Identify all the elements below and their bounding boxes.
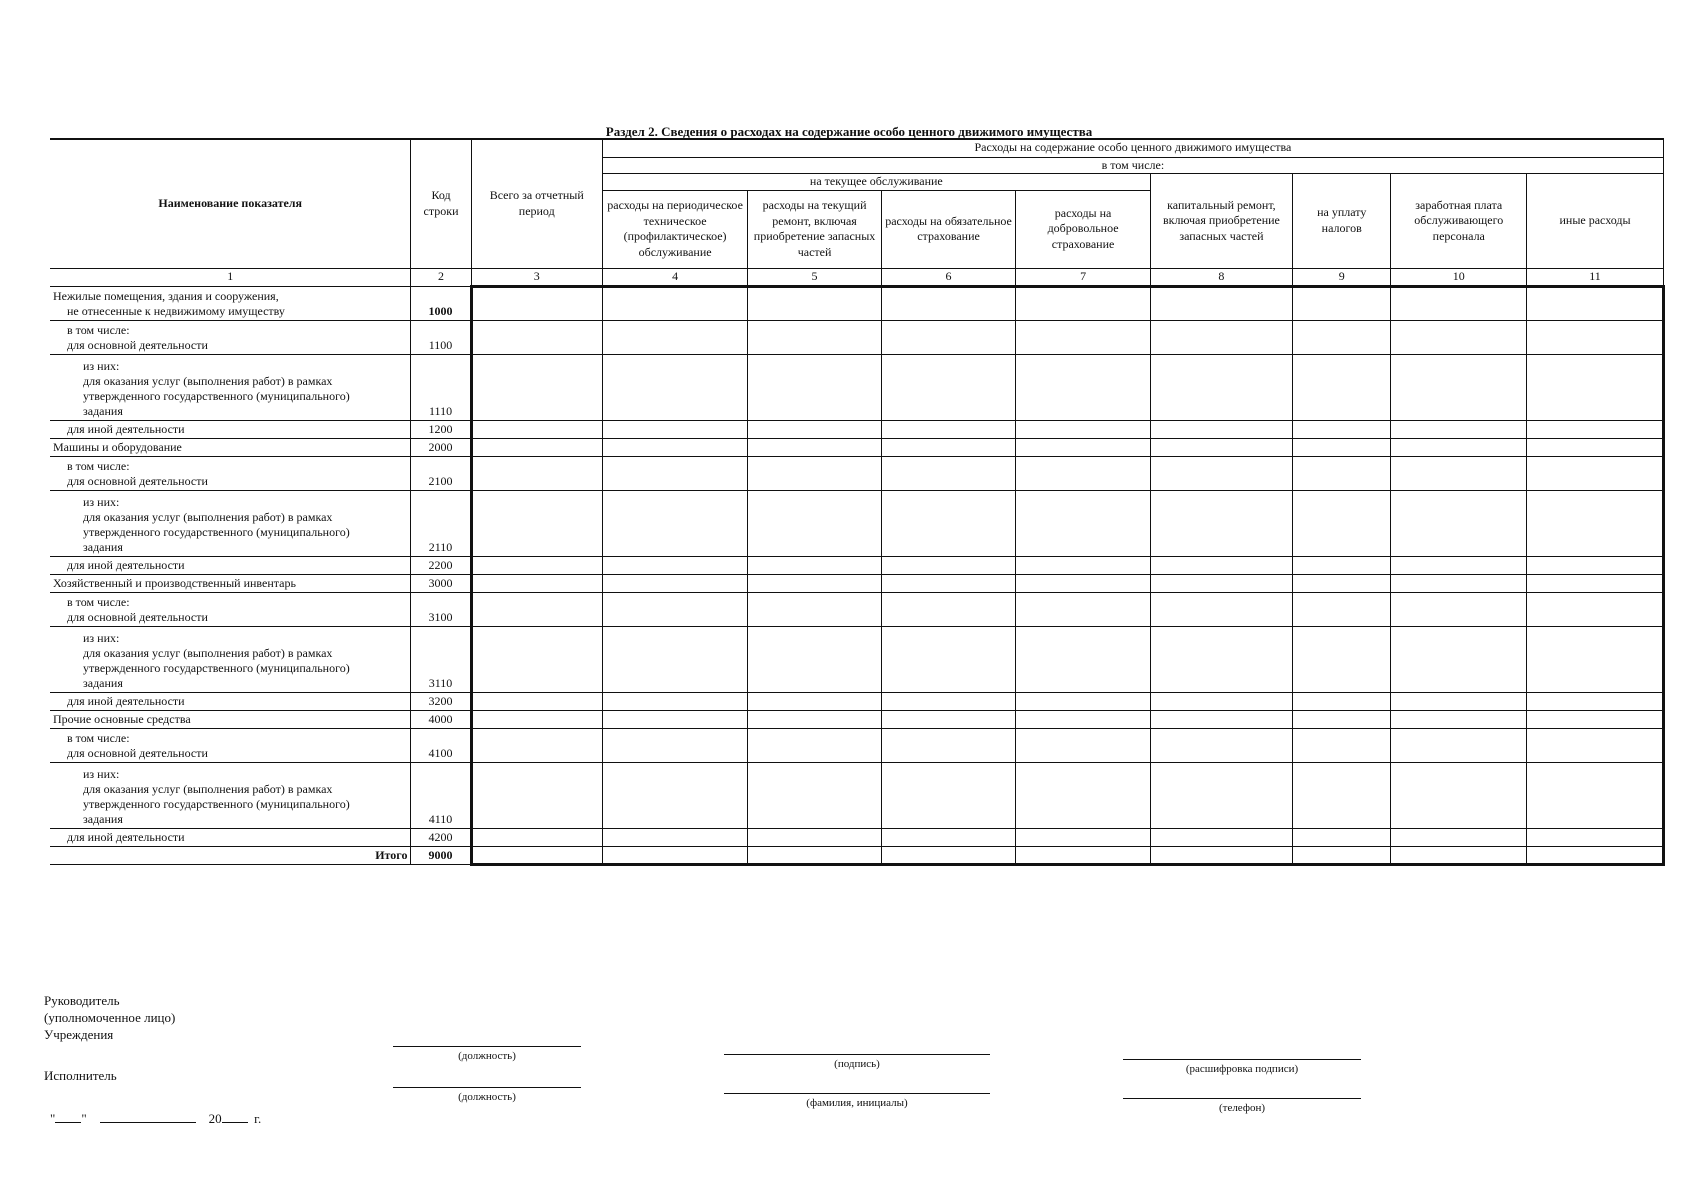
input-cell-col11[interactable]	[1527, 626, 1664, 692]
expenses-table	[50, 138, 1665, 866]
input-cell-col3[interactable]	[471, 828, 602, 846]
input-cell-col5[interactable]	[748, 592, 881, 626]
input-cell-col7[interactable]	[1016, 456, 1151, 490]
header-col4: расходы на периодическое техническое (профилактическое) обслуживание	[602, 190, 747, 268]
input-cell-col9[interactable]	[1293, 556, 1391, 574]
input-cell-col7[interactable]	[1016, 592, 1151, 626]
input-cell-col4[interactable]	[602, 490, 747, 556]
table-row	[50, 456, 1664, 490]
executor-name-caption: (фамилия, инициалы)	[806, 1097, 908, 1109]
input-cell-col6[interactable]	[881, 438, 1016, 456]
row-code: 4110	[411, 762, 471, 828]
input-cell-col5[interactable]	[748, 556, 881, 574]
row-code: 1000	[411, 286, 471, 320]
input-cell-col9[interactable]	[1293, 574, 1391, 592]
input-cell-col6[interactable]	[881, 286, 1016, 320]
input-cell-col11[interactable]	[1527, 420, 1664, 438]
row-label-line: не отнесенные к недвижимому имуществу	[67, 303, 285, 318]
input-cell-col11[interactable]	[1527, 592, 1664, 626]
input-cell-col4[interactable]	[602, 728, 747, 762]
row-label-line: для оказания услуг (выполнения работ) в рамках	[83, 781, 333, 796]
input-cell-col7[interactable]	[1016, 490, 1151, 556]
input-cell-col4[interactable]	[602, 592, 747, 626]
header-total: Всего за отчетный период	[471, 139, 602, 268]
input-cell-col6[interactable]	[881, 320, 1016, 354]
input-cell-col11[interactable]	[1527, 762, 1664, 828]
table-row	[50, 574, 1664, 592]
column-number: 3	[471, 268, 602, 286]
row-label-line: для оказания услуг (выполнения работ) в рамках	[83, 645, 333, 660]
input-cell-col10[interactable]	[1391, 456, 1527, 490]
row-label-line: Хозяйственный и производственный инвентарь	[53, 575, 296, 590]
input-cell-col9[interactable]	[1293, 728, 1391, 762]
column-number: 6	[881, 268, 1016, 286]
row-label-line: утвержденного государственного (муниципального)	[83, 796, 350, 811]
input-cell-col4[interactable]	[602, 286, 747, 320]
header-col5: расходы на текущий ремонт, включая приобретение запасных частей	[748, 190, 881, 268]
input-cell-col5[interactable]	[748, 828, 881, 846]
row-label-line: для основной деятельности	[67, 609, 208, 624]
input-cell-col7[interactable]	[1016, 762, 1151, 828]
row-label	[50, 456, 411, 490]
input-cell-col8[interactable]	[1150, 286, 1292, 320]
input-cell-col7[interactable]	[1016, 354, 1151, 420]
input-cell-col3[interactable]	[471, 626, 602, 692]
row-label-line: задания	[83, 811, 123, 826]
row-label	[50, 692, 411, 710]
row-label-line: Нежилые помещения, здания и сооружения,	[53, 288, 279, 303]
input-cell-col8[interactable]	[1150, 828, 1292, 846]
input-cell-col3[interactable]	[471, 574, 602, 592]
row-label-line: Машины и оборудование	[53, 439, 182, 454]
row-label-line: для оказания услуг (выполнения работ) в рамках	[83, 509, 333, 524]
row-code: 3110	[411, 626, 471, 692]
row-label	[50, 286, 411, 320]
input-cell-col7[interactable]	[1016, 556, 1151, 574]
input-cell-col5[interactable]	[748, 728, 881, 762]
date-day-field[interactable]	[55, 1110, 81, 1123]
row-label	[50, 438, 411, 456]
row-label-line: для основной деятельности	[67, 337, 208, 352]
input-cell-col6[interactable]	[881, 592, 1016, 626]
header-name: Наименование показателя	[50, 139, 411, 268]
executor-position-line[interactable]	[393, 1087, 581, 1088]
row-code: 4000	[411, 710, 471, 728]
input-cell-col8[interactable]	[1150, 692, 1292, 710]
input-cell-col11[interactable]	[1527, 828, 1664, 846]
input-cell-col6[interactable]	[881, 556, 1016, 574]
signature-caption: (подпись)	[834, 1058, 880, 1070]
row-label	[50, 626, 411, 692]
input-cell-col7[interactable]	[1016, 692, 1151, 710]
input-cell-col8[interactable]	[1150, 456, 1292, 490]
input-cell-col3[interactable]	[471, 556, 602, 574]
input-cell-col7[interactable]	[1016, 710, 1151, 728]
row-code: 3100	[411, 592, 471, 626]
executor-position-caption: (должность)	[458, 1091, 516, 1103]
table-row	[50, 762, 1664, 828]
row-label-line: утвержденного государственного (муниципального)	[83, 660, 350, 675]
input-cell-col7[interactable]	[1016, 828, 1151, 846]
section-title: Раздел 2. Сведения о расходах на содержание особо ценного движимого имущества	[605, 124, 1093, 139]
phone-caption: (телефон)	[1218, 1102, 1266, 1114]
column-number: 7	[1016, 268, 1151, 286]
input-cell-col10[interactable]	[1391, 828, 1527, 846]
row-label	[50, 574, 411, 592]
input-cell-col5[interactable]	[748, 354, 881, 420]
input-cell-col6[interactable]	[881, 490, 1016, 556]
table-row	[50, 320, 1664, 354]
date-quote-close: "	[81, 1111, 87, 1126]
input-cell-col5[interactable]	[748, 692, 881, 710]
input-cell-col6[interactable]	[881, 762, 1016, 828]
input-cell-col9[interactable]	[1293, 626, 1391, 692]
input-cell-col3[interactable]	[471, 420, 602, 438]
total-cell-col8[interactable]	[1150, 846, 1292, 864]
input-cell-col9[interactable]	[1293, 354, 1391, 420]
input-cell-col3[interactable]	[471, 592, 602, 626]
input-cell-col8[interactable]	[1150, 438, 1292, 456]
input-cell-col11[interactable]	[1527, 728, 1664, 762]
input-cell-col10[interactable]	[1391, 762, 1527, 828]
row-code: 3200	[411, 692, 471, 710]
row-label-line: для оказания услуг (выполнения работ) в рамках	[83, 373, 333, 388]
input-cell-col3[interactable]	[471, 692, 602, 710]
total-cell-col10[interactable]	[1391, 846, 1527, 864]
date-month-field[interactable]	[100, 1110, 196, 1123]
input-cell-col8[interactable]	[1150, 420, 1292, 438]
row-label-line: для основной деятельности	[67, 745, 208, 760]
column-number: 8	[1150, 268, 1292, 286]
row-code: 2200	[411, 556, 471, 574]
input-cell-col8[interactable]	[1150, 490, 1292, 556]
total-cell-col6[interactable]	[881, 846, 1016, 864]
column-number: 5	[748, 268, 881, 286]
input-cell-col7[interactable]	[1016, 574, 1151, 592]
input-cell-col5[interactable]	[748, 762, 881, 828]
input-cell-col4[interactable]	[602, 762, 747, 828]
input-cell-col10[interactable]	[1391, 710, 1527, 728]
input-cell-col11[interactable]	[1527, 438, 1664, 456]
header-including: в том числе:	[602, 157, 1663, 174]
input-cell-col10[interactable]	[1391, 626, 1527, 692]
input-cell-col11[interactable]	[1527, 574, 1664, 592]
header-col11: иные расходы	[1527, 174, 1664, 269]
row-label	[50, 354, 411, 420]
input-cell-col11[interactable]	[1527, 556, 1664, 574]
input-cell-col6[interactable]	[881, 692, 1016, 710]
input-cell-col9[interactable]	[1293, 420, 1391, 438]
column-number: 10	[1391, 268, 1527, 286]
input-cell-col3[interactable]	[471, 354, 602, 420]
input-cell-col11[interactable]	[1527, 710, 1664, 728]
row-label-line: для иной деятельности	[67, 829, 185, 844]
input-cell-col4[interactable]	[602, 320, 747, 354]
header-col7: расходы на добровольное страхование	[1016, 190, 1151, 268]
input-cell-col6[interactable]	[881, 420, 1016, 438]
input-cell-col6[interactable]	[881, 456, 1016, 490]
date-year-field[interactable]	[222, 1110, 248, 1123]
input-cell-col9[interactable]	[1293, 692, 1391, 710]
row-code: 4200	[411, 828, 471, 846]
row-code: 4100	[411, 728, 471, 762]
row-label	[50, 420, 411, 438]
total-cell-col3[interactable]	[471, 846, 602, 864]
decoding-caption: (расшифровка подписи)	[1185, 1063, 1299, 1075]
phone-line[interactable]	[1123, 1098, 1361, 1099]
table-row	[50, 728, 1664, 762]
row-label-line: для иной деятельности	[67, 557, 185, 572]
total-row	[50, 846, 1664, 864]
row-code: 2000	[411, 438, 471, 456]
row-code: 1200	[411, 420, 471, 438]
input-cell-col11[interactable]	[1527, 456, 1664, 490]
input-cell-col8[interactable]	[1150, 574, 1292, 592]
input-cell-col4[interactable]	[602, 574, 747, 592]
total-cell-col5[interactable]	[748, 846, 881, 864]
input-cell-col11[interactable]	[1527, 692, 1664, 710]
input-cell-col6[interactable]	[881, 728, 1016, 762]
row-label-line: из них:	[83, 494, 120, 509]
table-row	[50, 556, 1664, 574]
input-cell-col8[interactable]	[1150, 320, 1292, 354]
row-label	[50, 762, 411, 828]
input-cell-col10[interactable]	[1391, 420, 1527, 438]
input-cell-col9[interactable]	[1293, 438, 1391, 456]
input-cell-col8[interactable]	[1150, 354, 1292, 420]
input-cell-col9[interactable]	[1293, 828, 1391, 846]
input-cell-col8[interactable]	[1150, 556, 1292, 574]
row-label	[50, 592, 411, 626]
input-cell-col5[interactable]	[748, 438, 881, 456]
table-row	[50, 592, 1664, 626]
table-row	[50, 828, 1664, 846]
row-label-line: задания	[83, 539, 123, 554]
input-cell-col4[interactable]	[602, 692, 747, 710]
header-code: Код строки	[411, 139, 471, 268]
row-label-line: в том числе:	[67, 730, 130, 745]
row-label-line: утвержденного государственного (муниципального)	[83, 524, 350, 539]
input-cell-col8[interactable]	[1150, 762, 1292, 828]
input-cell-col4[interactable]	[602, 556, 747, 574]
decoding-line[interactable]	[1123, 1059, 1361, 1060]
position-line[interactable]	[393, 1046, 581, 1047]
header-col9: на уплату налогов	[1293, 174, 1391, 269]
input-cell-col3[interactable]	[471, 438, 602, 456]
input-cell-col10[interactable]	[1391, 438, 1527, 456]
row-label-line: задания	[83, 403, 123, 418]
total-label: Итого	[50, 846, 411, 864]
input-cell-col5[interactable]	[748, 286, 881, 320]
table-row	[50, 692, 1664, 710]
row-label	[50, 728, 411, 762]
input-cell-col8[interactable]	[1150, 728, 1292, 762]
row-code: 1110	[411, 354, 471, 420]
table-row	[50, 420, 1664, 438]
input-cell-col10[interactable]	[1391, 692, 1527, 710]
input-cell-col4[interactable]	[602, 828, 747, 846]
column-number: 1	[50, 268, 411, 286]
date-year-prefix: 20	[208, 1111, 222, 1126]
input-cell-col10[interactable]	[1391, 286, 1527, 320]
row-label	[50, 828, 411, 846]
input-cell-col4[interactable]	[602, 456, 747, 490]
input-cell-col7[interactable]	[1016, 286, 1151, 320]
total-cell-col11[interactable]	[1527, 846, 1664, 864]
row-label	[50, 320, 411, 354]
position-caption: (должность)	[458, 1050, 516, 1062]
input-cell-col3[interactable]	[471, 710, 602, 728]
row-code: 2110	[411, 490, 471, 556]
input-cell-col4[interactable]	[602, 710, 747, 728]
column-number: 11	[1527, 268, 1664, 286]
table-row	[50, 438, 1664, 456]
input-cell-col10[interactable]	[1391, 556, 1527, 574]
row-label-line: в том числе:	[67, 322, 130, 337]
date-quote-open: "	[50, 1111, 56, 1126]
row-label-line: из них:	[83, 358, 120, 373]
input-cell-col7[interactable]	[1016, 626, 1151, 692]
input-cell-col6[interactable]	[881, 354, 1016, 420]
column-number: 4	[602, 268, 747, 286]
input-cell-col6[interactable]	[881, 626, 1016, 692]
input-cell-col5[interactable]	[748, 490, 881, 556]
input-cell-col10[interactable]	[1391, 490, 1527, 556]
input-cell-col3[interactable]	[471, 286, 602, 320]
input-cell-col5[interactable]	[748, 626, 881, 692]
row-label-line: из них:	[83, 766, 120, 781]
executor-label: Исполнитель	[44, 1068, 117, 1083]
input-cell-col5[interactable]	[748, 420, 881, 438]
table-row	[50, 626, 1664, 692]
input-cell-col5[interactable]	[748, 710, 881, 728]
input-cell-col3[interactable]	[471, 728, 602, 762]
input-cell-col11[interactable]	[1527, 354, 1664, 420]
input-cell-col6[interactable]	[881, 574, 1016, 592]
row-label-line: Прочие основные средства	[53, 711, 191, 726]
signature-line[interactable]	[724, 1054, 990, 1055]
input-cell-col9[interactable]	[1293, 762, 1391, 828]
input-cell-col10[interactable]	[1391, 592, 1527, 626]
input-cell-col10[interactable]	[1391, 574, 1527, 592]
row-label-line: утвержденного государственного (муниципального)	[83, 388, 350, 403]
row-label-line: в том числе:	[67, 594, 130, 609]
input-cell-col4[interactable]	[602, 354, 747, 420]
input-cell-col9[interactable]	[1293, 592, 1391, 626]
input-cell-col6[interactable]	[881, 828, 1016, 846]
total-code: 9000	[411, 846, 471, 864]
input-cell-col9[interactable]	[1293, 710, 1391, 728]
executor-name-line[interactable]	[724, 1093, 990, 1094]
row-label-line: задания	[83, 675, 123, 690]
date-line	[50, 1110, 261, 1127]
input-cell-col8[interactable]	[1150, 710, 1292, 728]
input-cell-col7[interactable]	[1016, 728, 1151, 762]
input-cell-col8[interactable]	[1150, 592, 1292, 626]
row-label	[50, 556, 411, 574]
input-cell-col8[interactable]	[1150, 626, 1292, 692]
input-cell-col3[interactable]	[471, 762, 602, 828]
input-cell-col5[interactable]	[748, 574, 881, 592]
input-cell-col3[interactable]	[471, 490, 602, 556]
head-title-line3: Учреждения	[44, 1027, 114, 1042]
row-label	[50, 710, 411, 728]
input-cell-col4[interactable]	[602, 626, 747, 692]
head-title-line2: (уполномоченное лицо)	[44, 1010, 176, 1025]
input-cell-col10[interactable]	[1391, 320, 1527, 354]
row-code: 3000	[411, 574, 471, 592]
input-cell-col6[interactable]	[881, 710, 1016, 728]
column-number: 9	[1293, 268, 1391, 286]
input-cell-col7[interactable]	[1016, 420, 1151, 438]
input-cell-col10[interactable]	[1391, 728, 1527, 762]
input-cell-col7[interactable]	[1016, 320, 1151, 354]
row-label-line: для иной деятельности	[67, 693, 185, 708]
input-cell-col7[interactable]	[1016, 438, 1151, 456]
input-cell-col5[interactable]	[748, 320, 881, 354]
input-cell-col10[interactable]	[1391, 354, 1527, 420]
table-row	[50, 286, 1664, 320]
header-group: Расходы на содержание особо ценного движимого имущества	[602, 139, 1663, 157]
row-label-line: в том числе:	[67, 458, 130, 473]
input-cell-col3[interactable]	[471, 320, 602, 354]
input-cell-col4[interactable]	[602, 438, 747, 456]
date-year-suffix: г.	[254, 1111, 262, 1126]
input-cell-col9[interactable]	[1293, 286, 1391, 320]
input-cell-col11[interactable]	[1527, 286, 1664, 320]
input-cell-col5[interactable]	[748, 456, 881, 490]
total-cell-col9[interactable]	[1293, 846, 1391, 864]
total-cell-col4[interactable]	[602, 846, 747, 864]
row-label-line: для основной деятельности	[67, 473, 208, 488]
input-cell-col9[interactable]	[1293, 456, 1391, 490]
header-col8: капитальный ремонт, включая приобретение запасных частей	[1150, 174, 1292, 269]
header-current: на текущее обслуживание	[602, 174, 1150, 191]
row-label	[50, 490, 411, 556]
table-row	[50, 354, 1664, 420]
row-label-line: из них:	[83, 630, 120, 645]
header-col6: расходы на обязательное страхование	[881, 190, 1016, 268]
input-cell-col9[interactable]	[1293, 490, 1391, 556]
table-row	[50, 490, 1664, 556]
input-cell-col9[interactable]	[1293, 320, 1391, 354]
total-cell-col7[interactable]	[1016, 846, 1151, 864]
head-title-line1: Руководитель	[44, 993, 120, 1008]
row-label-line: для иной деятельности	[67, 421, 185, 436]
input-cell-col3[interactable]	[471, 456, 602, 490]
row-code: 2100	[411, 456, 471, 490]
input-cell-col4[interactable]	[602, 420, 747, 438]
table-row	[50, 710, 1664, 728]
row-code: 1100	[411, 320, 471, 354]
column-number: 2	[411, 268, 471, 286]
input-cell-col11[interactable]	[1527, 490, 1664, 556]
input-cell-col11[interactable]	[1527, 320, 1664, 354]
header-col10: заработная плата обслуживающего персонала	[1391, 174, 1527, 269]
